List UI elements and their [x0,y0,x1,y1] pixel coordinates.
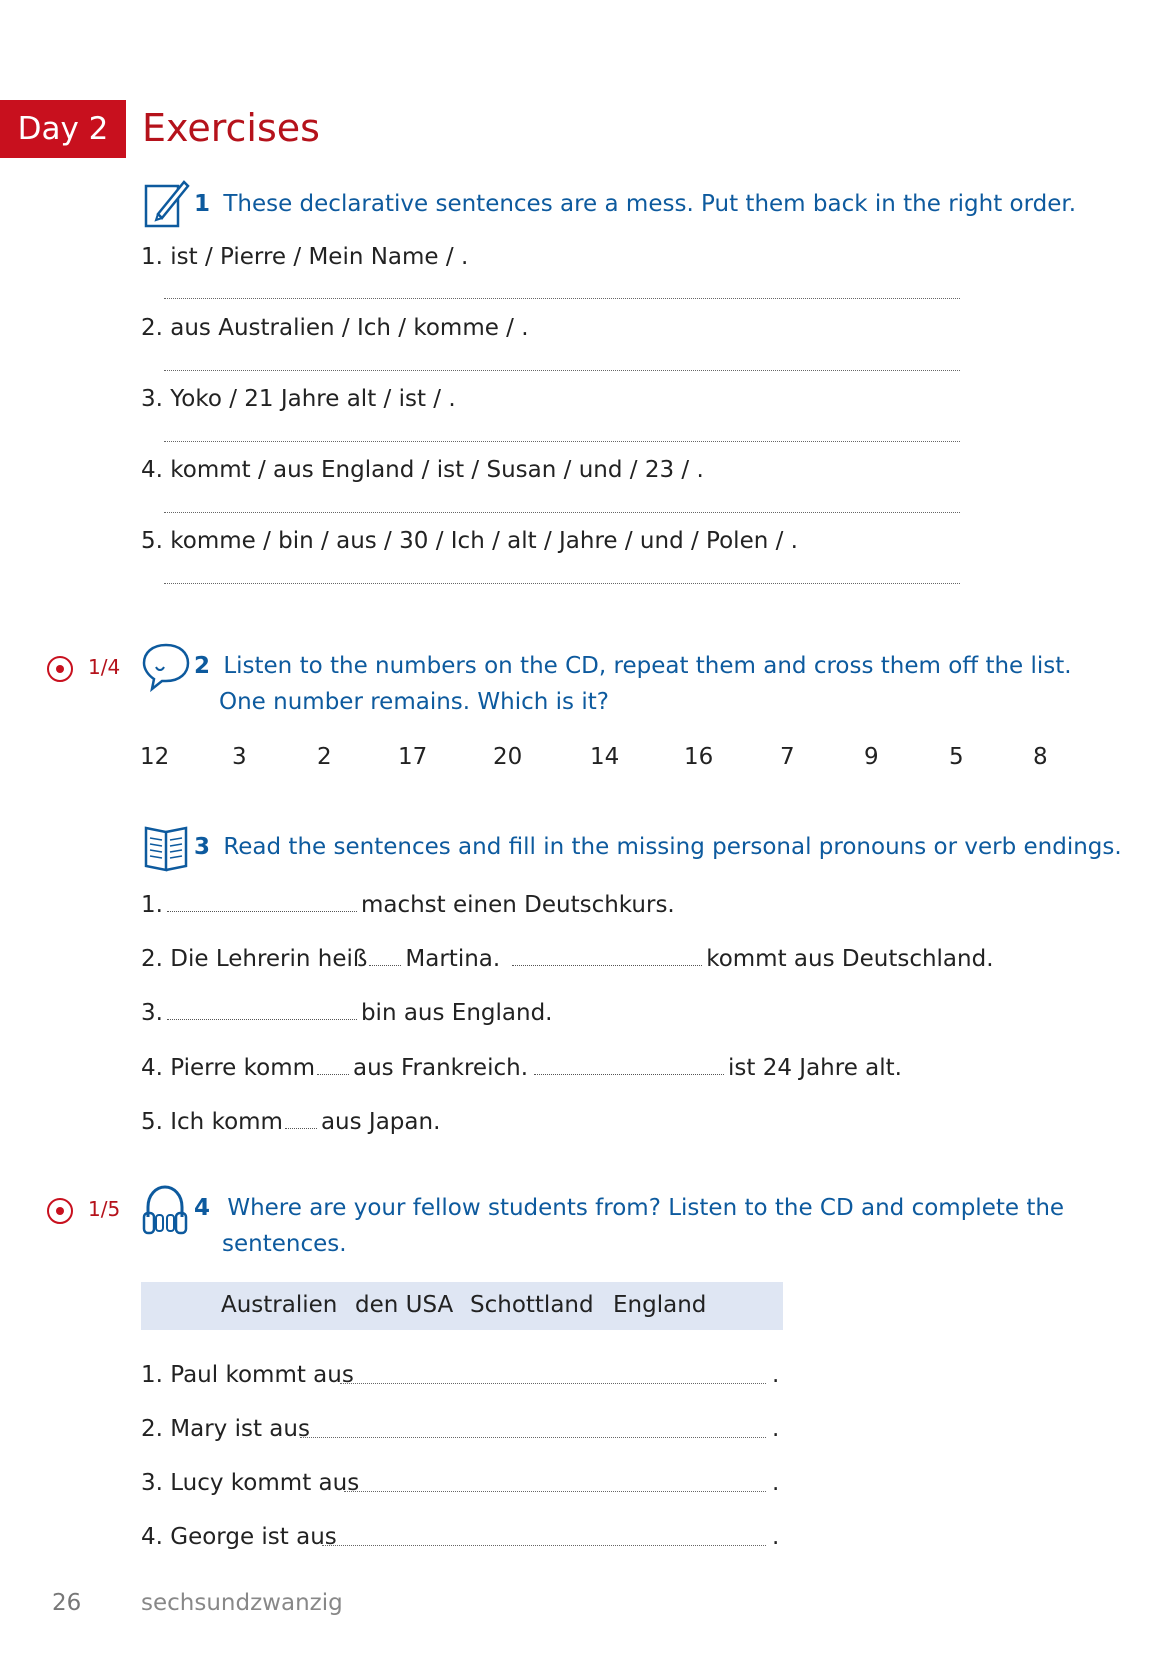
exercise-2-number: 2 [194,653,211,679]
ex1-item: 3. Yoko / 21 Jahre alt / ist / . [141,386,456,412]
number-item[interactable]: 14 [590,744,620,770]
cd-audio-icon [47,656,73,682]
exercise-4-number: 4 [194,1195,211,1221]
exercise-1-heading [194,186,1076,222]
word-box-item: den USA [355,1292,454,1318]
exercise-4-instruction-line2: sentences. [222,1231,347,1257]
ex3-blank[interactable] [369,945,401,966]
ex4-item: 4. George ist aus [141,1524,337,1550]
ex3-item-prefix: 4. Pierre komm [141,1055,316,1081]
word-box-item: Schottland [470,1292,594,1318]
ex3-item-prefix: 5. Ich komm [141,1109,283,1135]
number-item[interactable]: 16 [684,744,714,770]
number-item[interactable]: 5 [949,744,964,770]
exercise-1-instruction: These declarative sentences are a mess. Put them back in the right order. [223,191,1077,217]
ex3-blank[interactable] [512,945,702,966]
ex3-item [141,1053,902,1083]
number-item[interactable]: 17 [398,744,428,770]
ex4-answer-line[interactable] [300,1437,766,1438]
ex3-item [141,944,994,974]
ex3-item-text: bin aus England. [360,1000,553,1026]
ex1-answer-line[interactable] [164,370,960,371]
cd-track-label: 1/4 [88,655,121,679]
headphones-icon [142,1183,188,1237]
word-box-item: England [613,1292,707,1318]
page-number-word: sechsundzwanzig [141,1590,343,1616]
ex3-item [141,1107,440,1137]
ex3-item-text: aus Japan. [320,1109,441,1135]
word-box-item: Australien [221,1292,338,1318]
number-item[interactable]: 3 [232,744,247,770]
ex4-end-punct: . [772,1362,780,1388]
ex4-answer-line[interactable] [340,1383,766,1384]
number-item[interactable]: 9 [864,744,879,770]
ex1-item: 1. ist / Pierre / Mein Name / . [141,244,469,270]
ex3-item-prefix: 2. Die Lehrerin heiß [141,946,368,972]
ex4-end-punct: . [772,1416,780,1442]
ex4-answer-line[interactable] [322,1545,766,1546]
exercise-3-heading [194,829,1122,865]
exercise-2-instruction-line2: One number remains. Which is it? [219,689,609,715]
ex3-item [141,890,675,920]
ex1-item: 2. aus Australien / Ich / komme / . [141,315,529,341]
number-item[interactable]: 20 [493,744,523,770]
ex3-item-text: Martina. [405,946,501,972]
ex1-answer-line[interactable] [164,441,960,442]
number-item[interactable]: 7 [780,744,795,770]
ex1-answer-line[interactable] [164,583,960,584]
ex3-blank[interactable] [167,891,357,912]
ex4-answer-line[interactable] [344,1491,766,1492]
ex1-answer-line[interactable] [164,298,960,299]
exercise-3-number: 3 [194,834,211,860]
ex3-item-text: kommt aus Deutschland. [706,946,994,972]
exercise-2-heading [194,648,1072,684]
exercise-2-instruction: Listen to the numbers on the CD, repeat them and cross them off the list. [223,653,1072,679]
ex4-item: 2. Mary ist aus [141,1416,310,1442]
exercise-1-number: 1 [194,191,211,217]
page-number: 26 [52,1590,82,1616]
open-book-icon [142,822,194,874]
ex1-answer-line[interactable] [164,512,960,513]
ex4-item: 1. Paul kommt aus [141,1362,354,1388]
ex4-end-punct: . [772,1524,780,1550]
cd-track-label: 1/5 [88,1197,121,1221]
cd-audio-icon [47,1198,73,1224]
number-list [140,744,1060,776]
word-box [141,1282,783,1330]
ex3-item-text: aus Frankreich. [353,1055,529,1081]
ex3-blank[interactable] [534,1054,724,1075]
exercise-3-instruction: Read the sentences and fill in the missing personal pronouns or verb endings. [223,834,1122,860]
ex3-item-text: ist 24 Jahre alt. [728,1055,902,1081]
ex1-item: 4. kommt / aus England / ist / Susan / und / 23 / . [141,457,704,483]
ex1-item: 5. komme / bin / aus / 30 / Ich / alt / Jahre / und / Polen / . [141,528,798,554]
writing-pencil-icon [144,178,190,230]
ex4-end-punct: . [772,1470,780,1496]
ex3-blank[interactable] [167,999,357,1020]
number-item[interactable]: 12 [140,744,170,770]
ex3-blank[interactable] [317,1054,349,1075]
ex4-item: 3. Lucy kommt aus [141,1470,360,1496]
exercise-4-instruction: Where are your fellow students from? Listen to the CD and complete the [227,1195,1065,1221]
ex3-blank[interactable] [285,1108,317,1129]
number-item[interactable]: 2 [317,744,332,770]
ex3-item-text: machst einen Deutschkurs. [360,892,675,918]
page-title: Exercises [142,106,320,150]
ex3-item-prefix: 1. [141,892,163,918]
day-tab: Day 2 [0,100,126,158]
ex3-item [141,998,552,1028]
exercise-4-heading [194,1190,1064,1226]
speech-bubble-icon [142,641,192,691]
number-item[interactable]: 8 [1033,744,1048,770]
ex3-item-prefix: 3. [141,1000,163,1026]
